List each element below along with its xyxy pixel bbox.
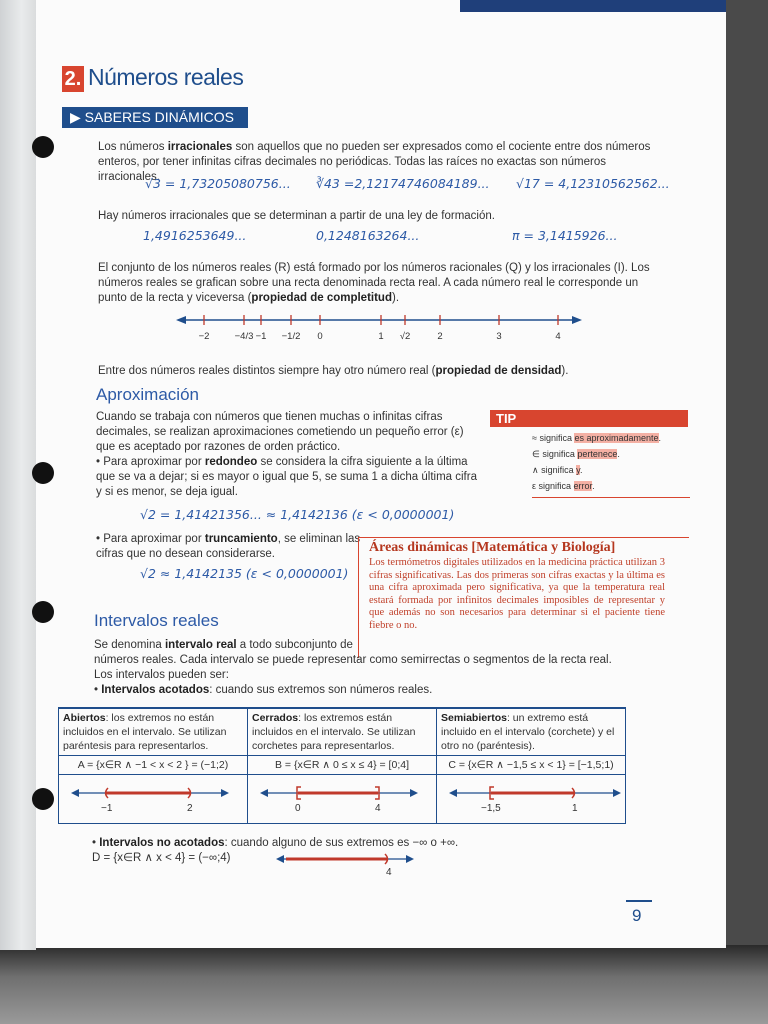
table-row: [59, 756, 626, 775]
text: • Para aproximar por: [96, 456, 205, 468]
belongs-symbol: ∈: [532, 449, 540, 459]
interval-graph-b: [252, 777, 432, 817]
number-line-label: −1/2: [281, 331, 301, 342]
table-cell: [248, 775, 437, 824]
text: Entre dos números reales distintos siempre hay otro número real (: [98, 365, 436, 377]
table-cell: [59, 708, 248, 756]
table-row: [59, 708, 626, 756]
table-cell: [437, 708, 626, 756]
reales-paragraph: [98, 261, 668, 306]
number-line-label: 3: [496, 331, 502, 342]
text: números reales. Cada intervalo se puede representar como semirrectas o segmentos de la recta real.: [94, 654, 612, 666]
text: se considera la cifra siguiente a la última: [257, 456, 468, 468]
text: • Para aproximar por: [96, 533, 205, 545]
text: .: [658, 433, 662, 443]
saberes-band: ▶ SABERES DINÁMICOS: [62, 107, 248, 128]
text: Los intervalos pueden ser:: [94, 669, 229, 681]
redondeo-example: √2 = 1,41421356... ≈ 1,4142136 (ε < 0,0000001): [140, 507, 455, 522]
truncamiento-text: [96, 532, 360, 562]
number-line-label: 1: [378, 331, 384, 342]
tip-item: [532, 430, 690, 446]
table-row: [59, 775, 626, 824]
text: y si es menor, se deja igual.: [96, 486, 238, 498]
text: que se va a dejar; si es mayor o igual que 5, se suma 1 a dicha última cifra: [96, 471, 477, 483]
text: significa: [538, 465, 577, 475]
text: ).: [391, 292, 400, 304]
interval-d-eq: D = {x∈R ∧ x < 4} = (−∞;4): [92, 852, 231, 864]
intervalos-heading: Intervalos reales: [94, 611, 219, 630]
example-sqrt17: √17 = 4,12310562562...: [516, 176, 670, 191]
table-cell: A = {x∈R ∧ −1 < x < 2 } = (−1;2): [59, 756, 248, 775]
tip-item: [532, 478, 690, 494]
section-number: 2.: [62, 66, 84, 92]
tip-list: [532, 430, 690, 494]
table-cell: [59, 775, 248, 824]
text: punto de la recta y viceversa (: [98, 292, 252, 304]
term-densidad: propiedad de densidad: [435, 365, 562, 377]
text: a todo subconjunto de: [236, 639, 353, 651]
aproximacion-text: [96, 410, 486, 500]
text: números reales se grafican sobre una recta denominada recta real. A cada número real le corresponde un: [98, 277, 639, 289]
term-completitud: propiedad de completitud: [251, 292, 392, 304]
interval-end-label: −1,5: [481, 803, 501, 814]
tip-highlight: y: [576, 465, 580, 475]
interval-end-label: −1: [101, 803, 113, 814]
binder-edge: [0, 0, 36, 950]
number-line-label: −2: [198, 331, 210, 342]
table-cell: [248, 708, 437, 756]
binder-hole: [32, 601, 54, 623]
areas-title: Áreas dinámicas [Matemática y Biología]: [369, 540, 616, 555]
tip-highlight: pertenece: [577, 449, 618, 459]
number-line-label: 4: [555, 331, 561, 342]
text: significa: [536, 481, 574, 491]
text: ).: [561, 365, 569, 377]
number-line-label: √2: [399, 331, 411, 342]
col-desc: : los extremos no están incluidos en el intervalo. Se utilizan paréntesis para representarlos.: [63, 712, 227, 752]
col-desc: : un extremo está incluido en el intervalo (corchete) y el otro no (paréntesis).: [441, 712, 615, 752]
aproximacion-heading: Aproximación: [96, 385, 199, 404]
tip-highlight: error: [573, 481, 593, 491]
term-intervalo-real: intervalo real: [164, 639, 237, 651]
tip-header: TIP: [490, 410, 688, 427]
term-irracionales: irracionales: [167, 141, 233, 153]
tip-item: [532, 446, 690, 462]
text: decimales, se realizan aproximaciones cometiendo un pequeño error (ε): [96, 426, 464, 438]
text: que es aceptado por razones de orden práctico.: [96, 441, 341, 453]
example-cbrt43: ∛43 =2,12174746084189...: [316, 176, 490, 191]
real-number-line: [176, 308, 588, 350]
term-acotados: Intervalos acotados: [101, 684, 210, 696]
text: : cuando alguno de sus extremos es −∞ o +∞.: [224, 837, 459, 849]
example-pi: π = 3,1415926...: [512, 228, 618, 243]
number-line-label: −1: [255, 331, 267, 342]
example-sqrt3: √3 = 1,73205080756...: [145, 176, 291, 191]
interval-graph-d: [276, 850, 416, 878]
binder-hole: [32, 136, 54, 158]
number-line-label: 0: [317, 331, 323, 342]
areas-body: Los termómetros digitales utilizados en la medicina práctica utilizan 3 cifras significativas. Las dos primeras son cifras exactas y la última es una cifra aproximada pero significativa, ya que la temperatura real estará formada por infinitos decimales imposibles de representar y que además no son necesarios para determinar si el paciente tiene fiebre o no.: [369, 557, 665, 631]
table-cell: C = {x∈R ∧ −1,5 ≤ x < 1} = [−1,5;1): [437, 756, 626, 775]
top-color-bar: [460, 0, 726, 12]
text: Cuando se trabaja con números que tienen muchas o infinitas cifras: [96, 411, 443, 423]
term-redondeo: redondeo: [204, 456, 258, 468]
text: , se eliminan las: [277, 533, 361, 545]
col-head: Semiabiertos: [441, 712, 507, 724]
page-number-line: [626, 900, 652, 902]
text: .: [617, 449, 620, 459]
text: •: [94, 684, 102, 696]
band-label: SABERES DINÁMICOS: [84, 109, 235, 125]
tip-highlight: es aproximadamente: [574, 433, 659, 443]
text: cifras que no desean considerarse.: [96, 548, 275, 560]
and-symbol: ∧: [532, 465, 539, 475]
binder-hole: [32, 788, 54, 810]
tip-divider: [532, 497, 690, 498]
binder-hole: [32, 462, 54, 484]
term-no-acotados: Intervalos no acotados: [99, 837, 225, 849]
text: significa: [539, 449, 578, 459]
interval-end-label: 4: [386, 867, 392, 878]
interval-end-label: 1: [572, 803, 578, 814]
approx-symbol: ≈: [532, 433, 537, 443]
interval-end-label: 2: [187, 803, 193, 814]
term-truncamiento: truncamiento: [204, 533, 278, 545]
col-head: Cerrados: [252, 712, 299, 724]
photo-shadow: [0, 945, 768, 1024]
interval-graph-c: [441, 777, 621, 817]
page-number: 9: [632, 906, 642, 925]
densidad-text: [98, 364, 568, 379]
text: •: [92, 837, 100, 849]
intervalos-text: [94, 638, 654, 698]
interval-graph-a: [63, 777, 243, 817]
number-line-label: 2: [437, 331, 443, 342]
text: El conjunto de los números reales (R) está formado por los números racionales (Q) y los irracionales (I). Los: [98, 262, 650, 274]
truncamiento-example: √2 ≈ 1,4142135 (ε < 0,0000001): [140, 566, 349, 581]
text: : cuando sus extremos son números reales.: [209, 684, 433, 696]
intervals-table: [58, 707, 626, 824]
interval-end-label: 0: [295, 803, 301, 814]
text: .: [592, 481, 595, 491]
col-head: Abiertos: [63, 712, 106, 724]
text: .: [579, 465, 583, 475]
epsilon-symbol: ε: [532, 481, 537, 491]
table-cell: [437, 775, 626, 824]
table-cell: B = {x∈R ∧ 0 ≤ x ≤ 4} = [0;4]: [248, 756, 437, 775]
interval-end-label: 4: [375, 803, 381, 814]
example-0-1248: 0,1248163264...: [316, 228, 420, 243]
text: son aquellos que no pueden ser expresados como el cociente entre dos números: [232, 141, 651, 153]
tip-item: [532, 462, 690, 478]
text: Los números: [98, 141, 168, 153]
section-title: Números reales: [88, 64, 244, 90]
number-line-label: −4/3: [234, 331, 254, 342]
example-1-4916: 1,4916253649...: [143, 228, 247, 243]
text: significa: [536, 433, 575, 443]
col-desc: : los extremos están incluidos en el intervalo. Se utilizan corchetes para representarlos.: [252, 712, 416, 752]
formation-law-text: Hay números irracionales que se determinan a partir de una ley de formación.: [98, 210, 495, 222]
text: enteros, por tener infinitas cifras decimales no periódicas. Todas las raíces no exactas son números irracionales.: [98, 156, 606, 183]
text: Se denomina: [94, 639, 165, 651]
no-acotados-text: [92, 836, 458, 851]
